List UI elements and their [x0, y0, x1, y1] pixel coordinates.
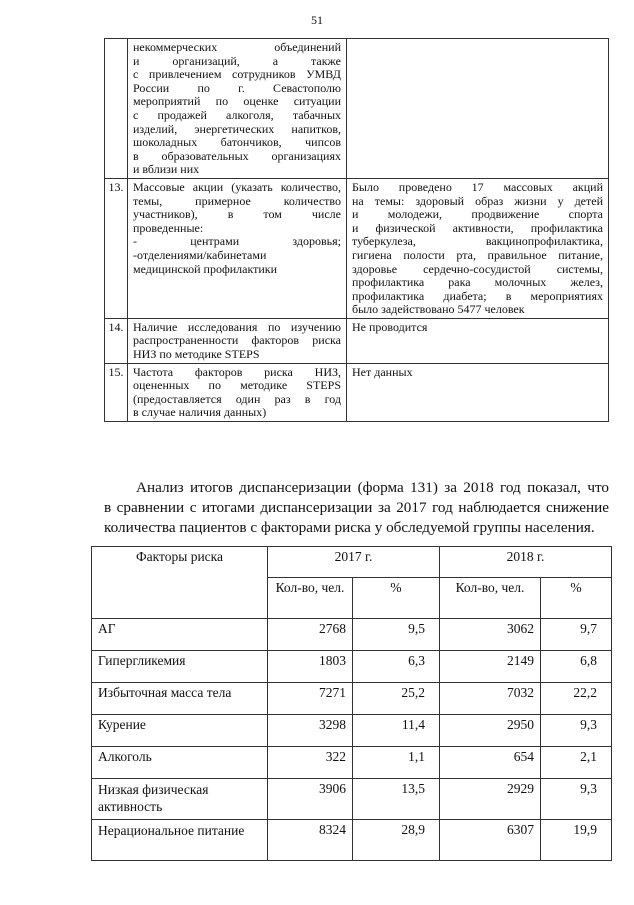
- indicator-line: с продажей алкоголя, табачных: [133, 107, 341, 122]
- indicator-line: и организаций, а также: [133, 53, 341, 68]
- value-line: Нет данных: [352, 364, 413, 379]
- indicator-line: с привлечением сотрудников УМВД: [133, 67, 341, 82]
- value-line: профилактика диабета; в мероприятиях: [352, 288, 603, 303]
- indicator-line: - центрами здоровья;: [133, 234, 341, 249]
- value-cell: [347, 178, 609, 318]
- value-line: туберкулеза, вакцинопрофилактика,: [352, 234, 603, 249]
- value-line: на темы: здоровый образ жизни у детей: [352, 193, 603, 208]
- factor-name: Гипергликемия: [92, 651, 268, 683]
- count-2017: 8324: [268, 820, 353, 861]
- percent-2017: 25,2: [353, 683, 440, 715]
- indicator-line: Массовые акции (указать количество,: [133, 179, 341, 194]
- factor-name: АГ: [92, 619, 268, 651]
- row-number: [105, 39, 128, 179]
- count-2018: 2149: [440, 651, 541, 683]
- header-pct-2017: %: [353, 578, 440, 619]
- indicator-line: и вблизи них: [133, 162, 200, 177]
- risk-factor-row: [92, 683, 612, 715]
- indicator-line: медицинской профилактики: [133, 261, 278, 276]
- risk-factor-row: [92, 651, 612, 683]
- percent-2018: 9,3: [541, 715, 612, 747]
- indicator-line: мероприятий по оценке ситуации: [133, 94, 341, 109]
- percent-2017: 13,5: [353, 779, 440, 820]
- indicator-line: шоколадных батончиков, чипсов: [133, 135, 341, 150]
- percent-2018: 9,7: [541, 619, 612, 651]
- indicator-line: Наличие исследования по изучению: [133, 319, 341, 334]
- indicator-line: проведенные:: [133, 220, 204, 235]
- value-cell: [347, 318, 609, 363]
- page-number: 51: [311, 13, 323, 27]
- count-2017: 1803: [268, 651, 353, 683]
- percent-2017: 1,1: [353, 747, 440, 779]
- count-2017: 7271: [268, 683, 353, 715]
- count-2018: 7032: [440, 683, 541, 715]
- value-line: гигиена полости рта, правильное питание,: [352, 247, 603, 262]
- risk-factor-row: [92, 715, 612, 747]
- indicator-line: темы, примерное количество: [133, 193, 341, 208]
- indicator-line: изделий, энергетических напитков,: [133, 121, 341, 136]
- value-cell: [347, 39, 609, 179]
- indicator-line: некоммерческих объединений: [133, 40, 341, 54]
- activities-table: [104, 38, 609, 422]
- indicator-line: России по г. Севастополю: [133, 80, 341, 95]
- percent-2017: 6,3: [353, 651, 440, 683]
- percent-2017: 11,4: [353, 715, 440, 747]
- row-number: 15.: [105, 363, 128, 421]
- factor-name: Нерациональное питание: [92, 820, 268, 861]
- indicator-cell: [128, 39, 347, 179]
- risk-factor-row: [92, 747, 612, 779]
- count-2018: 2929: [440, 779, 541, 820]
- count-2018: 654: [440, 747, 541, 779]
- value-line: Не проводится: [352, 319, 428, 334]
- indicator-line: распространенности факторов риска: [133, 333, 341, 348]
- indicator-line: (предоставляется один раз в год: [133, 391, 341, 406]
- risk-factors-table: [91, 546, 612, 861]
- count-2018: 3062: [440, 619, 541, 651]
- factor-name: Курение: [92, 715, 268, 747]
- header-pct-2018: %: [541, 578, 612, 619]
- paragraph-line: Анализ итогов диспансеризации (форма 131) за 2018 год показал, что: [136, 479, 609, 496]
- percent-2018: 19,9: [541, 820, 612, 861]
- percent-2018: 6,8: [541, 651, 612, 683]
- value-line: профилактика рака молочных желез,: [352, 275, 603, 290]
- factor-name: Алкоголь: [92, 747, 268, 779]
- header-year-2018: 2018 г.: [440, 547, 612, 578]
- count-2017: 322: [268, 747, 353, 779]
- value-cell: [347, 363, 609, 421]
- percent-2018: 9,3: [541, 779, 612, 820]
- indicator-line: в образовательных организациях: [133, 148, 341, 163]
- percent-2018: 2,1: [541, 747, 612, 779]
- header-count-2017: Кол-во, чел.: [268, 578, 353, 619]
- indicator-cell: [128, 318, 347, 363]
- indicator-line: участников), в том числе: [133, 207, 341, 222]
- value-line: было задействовано 5477 человек: [352, 302, 525, 317]
- count-2018: 6307: [440, 820, 541, 861]
- paragraph-line: количества пациентов с факторами риска у обследуемой группы населения.: [104, 519, 595, 536]
- risk-factor-row: [92, 820, 612, 861]
- row-number: 14.: [105, 318, 128, 363]
- value-line: здоровье сердечно-сосудистой системы,: [352, 261, 603, 276]
- count-2017: 3298: [268, 715, 353, 747]
- activities-row: [105, 39, 609, 179]
- activities-row: [105, 178, 609, 318]
- risk-factor-row: [92, 619, 612, 651]
- risk-factor-row: [92, 779, 612, 820]
- indicator-line: в случае наличия данных): [133, 405, 267, 420]
- activities-row: [105, 363, 609, 421]
- header-factors: Факторы риска: [92, 547, 268, 619]
- value-line: Было проведено 17 массовых акций: [352, 179, 603, 194]
- header-year-2017: 2017 г.: [268, 547, 440, 578]
- percent-2018: 22,2: [541, 683, 612, 715]
- count-2017: 2768: [268, 619, 353, 651]
- count-2017: 3906: [268, 779, 353, 820]
- value-line: и молодежи, продвижение спорта: [352, 207, 603, 222]
- indicator-line: оцененных по методике STEPS: [133, 378, 341, 393]
- factor-name: Избыточная масса тела: [92, 683, 268, 715]
- percent-2017: 28,9: [353, 820, 440, 861]
- indicator-line: -отделениями/кабинетами: [133, 247, 267, 262]
- indicator-cell: [128, 178, 347, 318]
- count-2018: 2950: [440, 715, 541, 747]
- indicator-line: Частота факторов риска НИЗ,: [133, 364, 341, 379]
- activities-row: [105, 318, 609, 363]
- indicator-cell: [128, 363, 347, 421]
- header-count-2018: Кол-во, чел.: [440, 578, 541, 619]
- factor-name: Низкая физическая активность: [92, 779, 268, 820]
- analysis-paragraph: [104, 478, 609, 538]
- row-number: 13.: [105, 178, 128, 318]
- paragraph-line: в сравнении с итогами диспансеризации за 2017 год наблюдается снижение: [104, 499, 609, 516]
- percent-2017: 9,5: [353, 619, 440, 651]
- indicator-line: НИЗ по методике STEPS: [133, 347, 260, 362]
- value-line: и физической активности, профилактика: [352, 220, 603, 235]
